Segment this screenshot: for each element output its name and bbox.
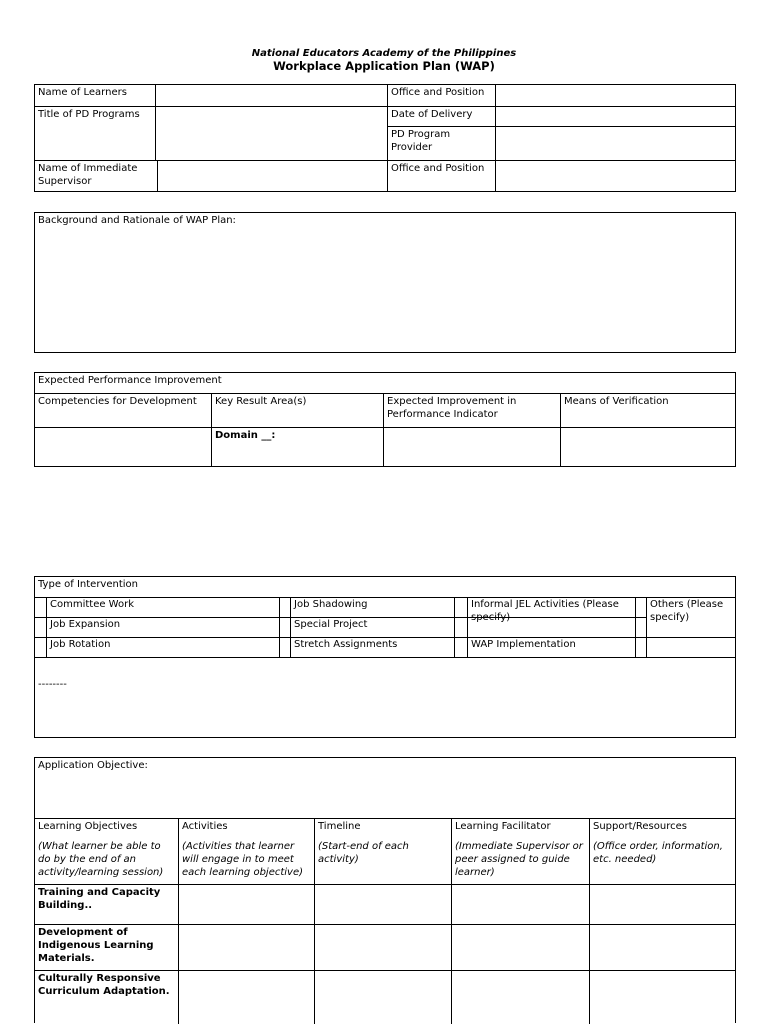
office-position-label-1: Office and Position bbox=[387, 85, 495, 106]
intervention-notes[interactable]: -------- bbox=[38, 679, 67, 690]
job-rotation: Job Rotation bbox=[50, 639, 111, 650]
row-divider bbox=[35, 657, 735, 658]
document-title: Workplace Application Plan (WAP) bbox=[273, 59, 495, 73]
header-label: Timeline bbox=[318, 821, 361, 832]
date-delivery-label: Date of Delivery bbox=[387, 106, 495, 126]
header-hint: (Office order, information, etc. needed) bbox=[593, 841, 723, 865]
header-label: Support/Resources bbox=[593, 821, 687, 832]
competencies-header: Competencies for Development bbox=[35, 393, 211, 427]
office-position-label-2: Office and Position bbox=[387, 160, 495, 191]
checkbox-job-rotation[interactable] bbox=[35, 638, 46, 657]
name-of-learners-label: Name of Learners bbox=[38, 87, 127, 98]
header-label: Learning Objectives bbox=[38, 821, 138, 832]
committee-work: Committee Work bbox=[50, 599, 135, 610]
application-objective-label[interactable]: Application Objective: bbox=[38, 760, 148, 771]
info-table bbox=[34, 84, 736, 192]
key-result-header: Key Result Area(s) bbox=[211, 393, 383, 427]
timeline-cell[interactable] bbox=[314, 970, 451, 1024]
facilitator-cell[interactable] bbox=[451, 924, 589, 970]
checkbox-stretch[interactable] bbox=[279, 638, 290, 657]
support-cell[interactable] bbox=[589, 970, 735, 1024]
title-pd-field[interactable] bbox=[155, 106, 387, 160]
objective-row-materials: Development of Indigenous Learning Materials. bbox=[35, 924, 178, 970]
performance-table bbox=[34, 372, 736, 467]
facilitator-cell[interactable] bbox=[451, 970, 589, 1024]
office-position-field-2[interactable] bbox=[495, 160, 735, 191]
job-expansion: Job Expansion bbox=[50, 619, 121, 630]
background-label: Background and Rationale of WAP Plan: bbox=[38, 215, 236, 226]
timeline-cell[interactable] bbox=[314, 884, 451, 924]
stretch-assignments: Stretch Assignments bbox=[294, 639, 398, 650]
office-position-field-1[interactable] bbox=[495, 85, 735, 106]
name-of-learners-field[interactable] bbox=[155, 85, 387, 106]
improvement-field[interactable] bbox=[383, 427, 560, 466]
facilitator-header bbox=[451, 818, 589, 884]
application-table bbox=[34, 757, 736, 1023]
domain-label[interactable]: Domain __: bbox=[211, 427, 383, 466]
header-label: Activities bbox=[182, 821, 228, 832]
checkbox-informal[interactable] bbox=[454, 598, 467, 637]
support-header bbox=[589, 818, 735, 884]
objective-row-curriculum: Culturally Responsive Curriculum Adaptation. bbox=[35, 970, 178, 1024]
timeline-cell[interactable] bbox=[314, 924, 451, 970]
header-hint: (Activities that learner will engage in to meet each learning objective) bbox=[182, 841, 304, 878]
institution-name: National Educators Academy of the Philippines bbox=[251, 48, 517, 59]
checkbox-special-project[interactable] bbox=[279, 618, 290, 637]
checkbox-job-expansion[interactable] bbox=[35, 618, 46, 637]
learning-objectives-header bbox=[35, 818, 178, 884]
header-label: Learning Facilitator bbox=[455, 821, 551, 832]
support-cell[interactable] bbox=[589, 884, 735, 924]
header-hint: (Immediate Supervisor or peer assigned to guide learner) bbox=[455, 841, 583, 878]
date-delivery-field[interactable] bbox=[495, 106, 735, 126]
activities-cell[interactable] bbox=[178, 924, 314, 970]
checkbox-wap-impl[interactable] bbox=[454, 638, 467, 657]
objective-row-training: Training and Capacity Building.. bbox=[35, 884, 178, 924]
header-hint: (What learner be able to do by the end of an activity/learning session) bbox=[38, 841, 164, 878]
title-pd-label: Title of PD Programs bbox=[35, 106, 155, 160]
checkbox-job-shadowing[interactable] bbox=[279, 598, 290, 617]
verification-header: Means of Verification bbox=[560, 393, 735, 427]
performance-title: Expected Performance Improvement bbox=[38, 375, 222, 386]
activities-cell[interactable] bbox=[178, 970, 314, 1024]
checkbox-committee[interactable] bbox=[35, 598, 46, 617]
supervisor-label: Name of Immediate Supervisor bbox=[35, 160, 157, 191]
timeline-header bbox=[314, 818, 451, 884]
facilitator-cell[interactable] bbox=[451, 884, 589, 924]
wap-implementation: WAP Implementation bbox=[471, 639, 576, 650]
supervisor-field[interactable] bbox=[157, 160, 387, 191]
background-box[interactable] bbox=[34, 212, 736, 353]
special-project: Special Project bbox=[294, 619, 368, 630]
pd-provider-field[interactable] bbox=[495, 126, 735, 160]
checkbox-others[interactable] bbox=[635, 598, 646, 637]
activities-header bbox=[178, 818, 314, 884]
job-shadowing: Job Shadowing bbox=[294, 599, 368, 610]
others-specify: Others (Please specify) bbox=[650, 599, 724, 623]
pd-provider-label: PD Program Provider bbox=[387, 126, 495, 160]
activities-cell[interactable] bbox=[178, 884, 314, 924]
informal-jel: Informal JEL Activities (Please specify) bbox=[471, 599, 619, 623]
verification-field[interactable] bbox=[560, 427, 735, 466]
intervention-title: Type of Intervention bbox=[38, 579, 138, 590]
header-hint: (Start-end of each activity) bbox=[318, 841, 409, 865]
support-cell[interactable] bbox=[589, 924, 735, 970]
improvement-header: Expected Improvement in Performance Indicator bbox=[383, 393, 560, 427]
intervention-table bbox=[34, 576, 736, 738]
competencies-field[interactable] bbox=[35, 427, 211, 466]
